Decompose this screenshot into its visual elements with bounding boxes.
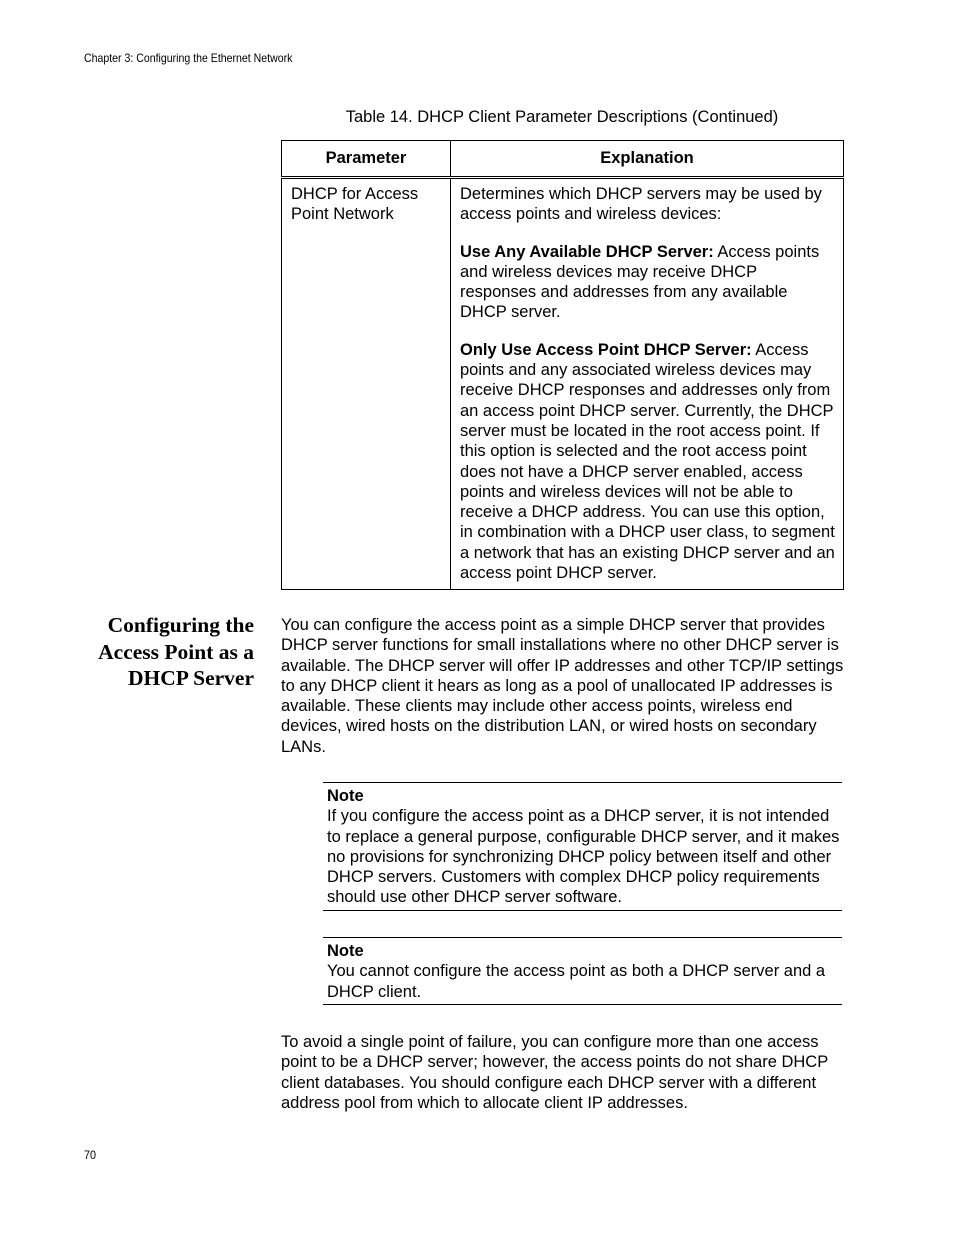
note-box-2 [323,937,842,1005]
section-paragraph-2: To avoid a single point of failure, you can configure more than one access point to be a DHCP server; however, the access points do not share DHCP client databases. You should configure each DHCP server with a different address pool from which to allocate client IP addresses. [281,1033,828,1112]
option-any-server-text: Access points and wireless devices may receive DHCP responses and addresses from any available DHCP server. [460,242,820,322]
section-heading: Configuring the Access Point as a DHCP Server [98,613,254,690]
note-box-1 [323,782,842,911]
page-number: 70 [84,1148,97,1162]
option-any-server-term: Use Any Available DHCP Server: [460,242,714,261]
table-row [282,178,844,590]
running-header: Chapter 3: Configuring the Ethernet Network [84,51,293,65]
explanation-cell [451,178,844,590]
table-header-row [282,141,844,178]
table-caption: Table 14. DHCP Client Parameter Descriptions (Continued) [345,108,779,126]
option-ap-server [460,340,835,584]
note-2-title: Note [327,942,364,960]
column-header-explanation: Explanation [451,141,844,178]
parameter-cell: DHCP for Access Point Network [282,178,451,590]
section-paragraph-1: You can configure the access point as a simple DHCP server that provides DHCP server functions for small installations where no other DHCP server is available. The DHCP server will offer IP addresses and other TCP/IP settings to any DHCP client it hears as long as a pool of unallocated IP addresses is available. These clients may include other access points, wireless end devices, wired hosts on the distribution LAN, or wired hosts on secondary LANs. [281,616,844,756]
note-2-text: You cannot configure the access point as both a DHCP server and a DHCP client. [327,962,826,1001]
column-header-parameter: Parameter [282,141,451,178]
note-1-title: Note [327,787,364,805]
option-ap-server-text: Access points and any associated wireless devices may receive DHCP responses and addresses only from an access point DHCP server. Currently, the DHCP server must be located in the root access point. If this option is selected and the root access point does not have a DHCP server enabled, access points and wireless devices will not be able to receive a DHCP address. You can use this option, in combination with a DHCP user class, to segment a network that has an existing DHCP server and an access point DHCP server. [460,340,835,583]
note-1-text: If you configure the access point as a DHCP server, it is not intended to replace a general purpose, configurable DHCP server, and it makes no provisions for synchronizing DHCP policy between itself and other DHCP servers. Customers with complex DHCP policy requirements should use other DHCP server software. [327,807,840,907]
parameter-table [281,140,844,590]
option-ap-server-term: Only Use Access Point DHCP Server: [460,340,752,359]
option-any-server [460,242,835,323]
explanation-intro: Determines which DHCP servers may be used by access points and wireless devices: [460,185,822,224]
